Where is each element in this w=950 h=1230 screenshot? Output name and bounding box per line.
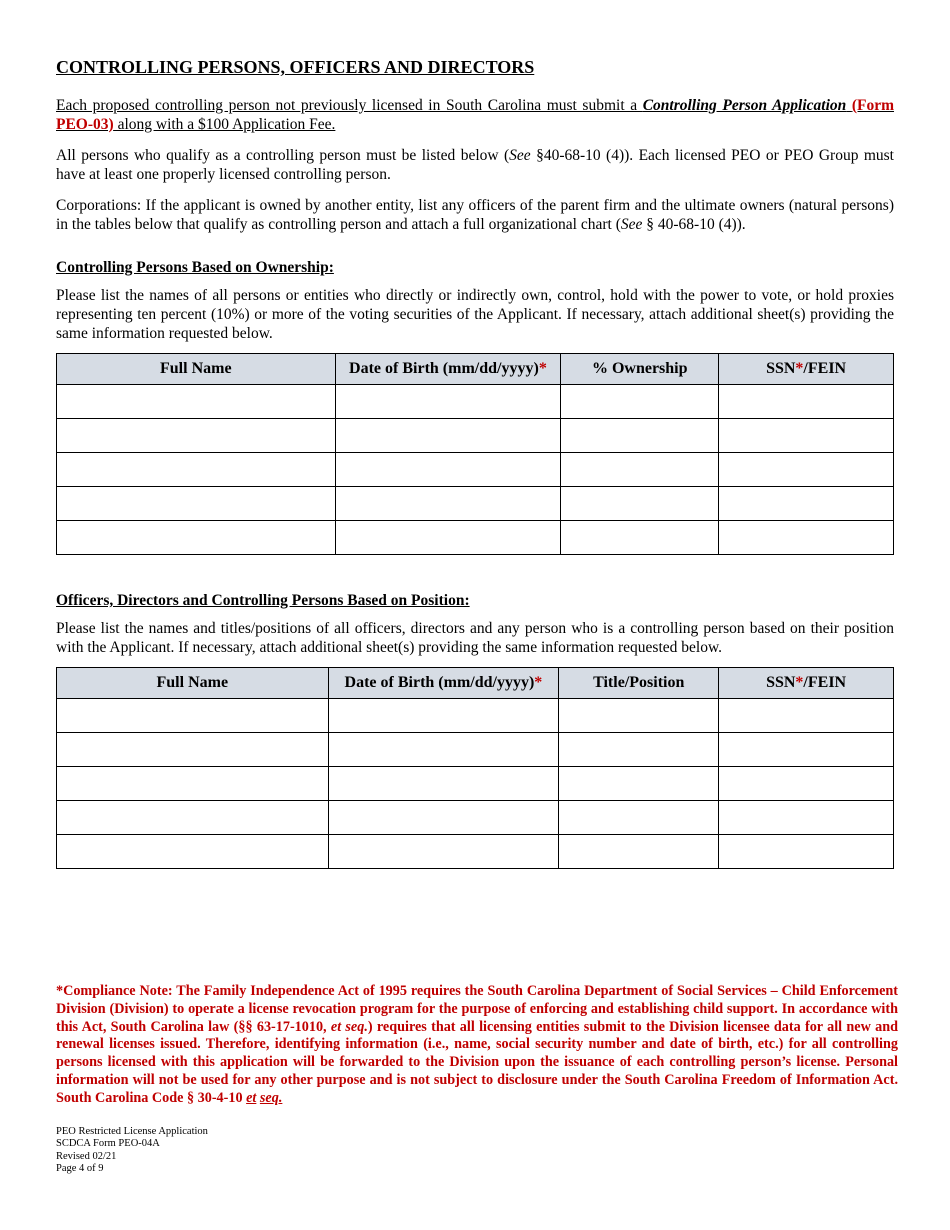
form-peo-03-link[interactable]: (Form PEO-03): [56, 97, 895, 133]
ssn-fein-field[interactable]: [719, 419, 894, 453]
full-name-field[interactable]: [57, 487, 336, 521]
full-name-field[interactable]: [57, 733, 329, 767]
footer-page-number: Page 4 of 9: [56, 1162, 104, 1174]
compliance-seq: seq.: [259, 1089, 283, 1106]
intro-text-1: Each proposed controlling person not previously licensed in South Carolina must submit a: [56, 97, 643, 114]
fein-label: /FEIN: [803, 674, 847, 691]
compliance-note: [56, 983, 898, 1108]
corporations-paragraph: [56, 196, 894, 234]
table-row: [57, 699, 894, 733]
position-section-heading: Officers, Directors and Controlling Persons Based on Position:: [56, 592, 470, 609]
ssn-fein-field[interactable]: [719, 801, 894, 835]
date-of-birth-field[interactable]: [335, 385, 561, 419]
ownership-description: Please list the names of all persons or entities who directly or indirectly own, control, hold with the power to vote, or hold proxies representing ten percent (10%) or more of the voting securities of the Applicant. If necessary, attach additional sheet(s) providing the same information requested below.: [56, 287, 894, 342]
date-of-birth-field[interactable]: [328, 699, 559, 733]
date-of-birth-field[interactable]: [335, 487, 561, 521]
ownership-header-row: [57, 354, 894, 385]
date-of-birth-field[interactable]: [335, 419, 561, 453]
col-full-name: Full Name: [57, 354, 336, 385]
page-content: [56, 56, 894, 869]
full-name-field[interactable]: [57, 419, 336, 453]
title-position-field[interactable]: [559, 733, 719, 767]
ownership-field[interactable]: [561, 385, 719, 419]
dob-label: Date of Birth (mm/dd/yyyy): [349, 360, 539, 377]
page-footer: [56, 1126, 208, 1175]
ssn-fein-field[interactable]: [719, 385, 894, 419]
ownership-field[interactable]: [561, 419, 719, 453]
col-full-name: Full Name: [57, 668, 329, 699]
ownership-field[interactable]: [561, 453, 719, 487]
date-of-birth-field[interactable]: [328, 767, 559, 801]
ownership-field[interactable]: [561, 521, 719, 555]
full-name-field[interactable]: [57, 801, 329, 835]
col-date-of-birth: [335, 354, 561, 385]
intro-paragraph: [56, 96, 894, 134]
title-position-field[interactable]: [559, 801, 719, 835]
ssn-fein-field[interactable]: [719, 767, 894, 801]
col-title-position: Title/Position: [559, 668, 719, 699]
fein-label: /FEIN: [803, 360, 847, 377]
table-row: [57, 487, 894, 521]
date-of-birth-field[interactable]: [328, 835, 559, 869]
col-ssn-fein: [719, 354, 894, 385]
ssn-fein-field[interactable]: [719, 835, 894, 869]
compliance-et: et: [246, 1089, 257, 1106]
para3-text-1: Corporations: If the applicant is owned by another entity, list any officers of the parent firm and the ultimate owners (natural persons) in the tables below that qualify as controlling person and attach a full organizational chart (: [56, 197, 894, 233]
title-position-field[interactable]: [559, 699, 719, 733]
compliance-et-seq: et seq.: [330, 1018, 368, 1035]
listing-requirement-paragraph: [56, 146, 894, 184]
para2-see: See: [509, 147, 531, 164]
full-name-field[interactable]: [57, 521, 336, 555]
required-asterisk: *: [534, 674, 543, 691]
page-title: CONTROLLING PERSONS, OFFICERS AND DIRECTORS: [56, 57, 535, 77]
ssn-fein-field[interactable]: [719, 521, 894, 555]
table-row: [57, 419, 894, 453]
para2-text-1: All persons who qualify as a controlling person must be listed below (: [56, 147, 510, 164]
ssn-label: SSN: [766, 360, 796, 377]
footer-revision: Revised 02/21: [56, 1150, 117, 1162]
compliance-text-1: *Compliance Note: The Family Independence Act of 1995 requires the South Carolina Department of Social Services – Child Enforcement Division (Division) to operate a license revocation program for the purpose of enforcing and establishing child support. In accordance with this Act, South Carolina law (§§ 63-17-1010,: [56, 983, 898, 1035]
full-name-field[interactable]: [57, 699, 329, 733]
ownership-field[interactable]: [561, 487, 719, 521]
footer-form-title: PEO Restricted License Application: [56, 1126, 208, 1137]
title-position-field[interactable]: [559, 767, 719, 801]
full-name-field[interactable]: [57, 835, 329, 869]
para3-text-2: § 40-68-10 (4)).: [642, 216, 746, 233]
intro-text-2: along with a $100 Application Fee.: [113, 116, 336, 133]
date-of-birth-field[interactable]: [328, 801, 559, 835]
ssn-fein-field[interactable]: [719, 733, 894, 767]
col-ownership: % Ownership: [561, 354, 719, 385]
table-row: [57, 521, 894, 555]
table-row: [57, 835, 894, 869]
dob-label: Date of Birth (mm/dd/yyyy): [344, 674, 535, 691]
ssn-fein-field[interactable]: [719, 453, 894, 487]
para2-text-2: §40-68-10 (4)). Each licensed PEO or PEO Group must have at least one properly licensed controlling person.: [56, 147, 894, 183]
application-name: Controlling Person Application: [642, 97, 847, 114]
ssn-label: SSN: [766, 674, 796, 691]
required-asterisk: *: [538, 360, 547, 377]
col-date-of-birth: [328, 668, 559, 699]
table-row: [57, 801, 894, 835]
table-row: [57, 385, 894, 419]
table-row: [57, 453, 894, 487]
full-name-field[interactable]: [57, 385, 336, 419]
ownership-table: [56, 353, 894, 555]
date-of-birth-field[interactable]: [328, 733, 559, 767]
full-name-field[interactable]: [57, 453, 336, 487]
footer-form-number: SCDCA Form PEO-04A: [56, 1138, 160, 1150]
col-ssn-fein: [719, 668, 894, 699]
ownership-section-heading: Controlling Persons Based on Ownership:: [56, 259, 334, 276]
table-row: [57, 767, 894, 801]
full-name-field[interactable]: [57, 767, 329, 801]
required-asterisk: *: [795, 360, 804, 377]
required-asterisk: *: [795, 674, 804, 691]
compliance-text-2: ) requires that all licensing entities submit to the Division licensee data for all new and renewal licenses issued. Therefore, identifying information (i.e., name, social security number and date of birth, etc.) for all controlling persons licensed with this application will be forwarded to the Division upon the issuance of each controlling person’s license. Personal information will not be used for any other purpose and is not subject to disclosure under the South Carolina Freedom of Information Act. South Carolina Code § 30-4-10: [56, 1018, 898, 1106]
position-header-row: [57, 668, 894, 699]
title-position-field[interactable]: [559, 835, 719, 869]
position-table: [56, 667, 894, 869]
date-of-birth-field[interactable]: [335, 521, 561, 555]
table-row: [57, 733, 894, 767]
ssn-fein-field[interactable]: [719, 699, 894, 733]
ssn-fein-field[interactable]: [719, 487, 894, 521]
date-of-birth-field[interactable]: [335, 453, 561, 487]
position-description: Please list the names and titles/positions of all officers, directors and any person who is a controlling person based on their position with the Applicant. If necessary, attach additional sheet(s) providing the same information requested below.: [56, 620, 894, 656]
para3-see: See: [620, 216, 643, 233]
